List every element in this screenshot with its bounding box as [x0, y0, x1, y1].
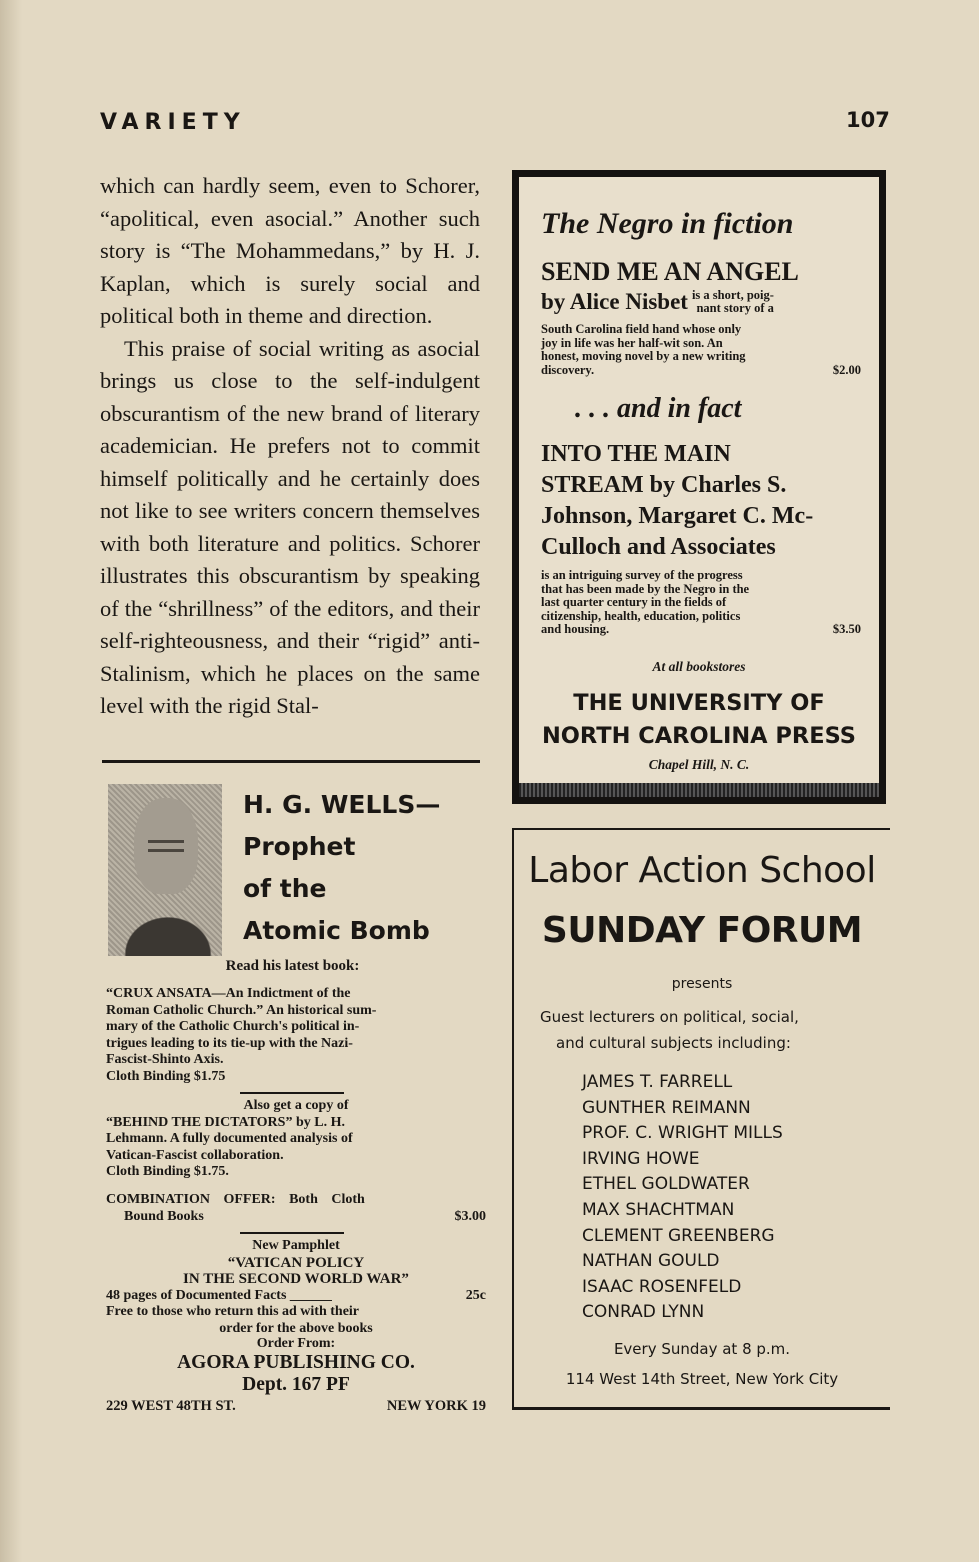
pamphlet-line: New Pamphlet — [252, 1238, 340, 1253]
book1-desc-line: joy in life was her half-wit son. An — [541, 335, 723, 350]
lecturer-list — [582, 1070, 783, 1326]
unc-press-name — [519, 687, 879, 753]
combination-offer — [106, 1192, 486, 1225]
blurb-line: Lehmann. A fully documented analysis of — [106, 1131, 353, 1146]
book1-tail-line: nant story of a — [696, 301, 774, 315]
book1-desc-last: discovery. — [541, 362, 595, 377]
at-all-bookstores: At all bookstores — [652, 659, 746, 674]
labor-action-school-title: Labor Action School — [528, 850, 876, 891]
lecturer-name: NATHAN GOULD — [582, 1251, 720, 1272]
book1-tail-line: is a short, poig- — [691, 288, 774, 302]
pamphlet-offer — [106, 1238, 486, 1337]
wells-title-line: Prophet — [243, 832, 356, 861]
wells-portrait-photo — [108, 784, 222, 956]
book1-byline-tail — [692, 289, 774, 315]
book2-desc-line: is an intriguing survey of the progress — [541, 568, 743, 582]
book2-price: $3.50 — [832, 622, 861, 636]
book2-desc-last: and housing. — [541, 622, 610, 636]
book2-description — [541, 569, 861, 637]
combo-line: Bound Books — [124, 1208, 204, 1224]
guest-line: and cultural subjects including: — [556, 1034, 791, 1052]
wells-ad-title — [243, 784, 483, 952]
book1-description — [541, 323, 861, 377]
lecturer-name: JAMES T. FARRELL — [582, 1072, 733, 1092]
blurb-line: Also get a copy of — [243, 1098, 349, 1113]
pamphlet-price: 25c — [465, 1287, 486, 1303]
combo-price: $3.00 — [454, 1208, 486, 1224]
blurb-line: Vatican-Fascist collaboration. — [106, 1147, 284, 1163]
lecturer-name: ISAAC ROSENFELD — [582, 1276, 742, 1297]
blurb-line: “BEHIND THE DICTATORS” by L. H. — [106, 1114, 345, 1130]
forum-schedule: Every Sunday at 8 p.m. — [613, 1340, 791, 1358]
lecturer-name: GUNTHER REIMANN — [582, 1097, 751, 1118]
lecturer-name: IRVING HOWE — [582, 1148, 700, 1169]
order-from-block — [106, 1336, 486, 1416]
book1-desc-line: South Carolina field hand whose only — [541, 322, 742, 336]
page-gutter-shadow — [0, 0, 22, 1562]
combo-line-row — [106, 1209, 486, 1226]
blurb-line: “CRUX ANSATA—An Indictment of the — [106, 986, 351, 1001]
article-body — [100, 170, 480, 723]
lecturer-name: CLEMENT GREENBERG — [582, 1225, 775, 1246]
publisher-street: 229 WEST 48TH ST. — [106, 1398, 236, 1414]
running-head: VARIETY — [100, 110, 246, 135]
blurb-line: Cloth Binding $1.75 — [106, 1068, 226, 1084]
press-name-line: THE UNIVERSITY OF — [573, 690, 825, 716]
wells-title-line: Atomic Bomb — [243, 916, 430, 945]
publisher-address-row — [106, 1396, 486, 1416]
book2-desc-line: citizenship, health, education, politics — [541, 608, 741, 623]
book1-price: $2.00 — [832, 362, 861, 377]
guest-lecturers-intro — [540, 1004, 870, 1056]
column-divider-rule — [102, 760, 480, 763]
ad-bottom-band — [519, 783, 879, 797]
wells-read-line: Read his latest book: — [225, 958, 360, 974]
crux-ansata-blurb — [106, 986, 486, 1085]
book2-title-line: STREAM by Charles S. — [541, 472, 787, 498]
labor-action-ad — [512, 828, 890, 1410]
body-paragraph: which can hardly seem, even to Schorer, “apolitical, even asocial.” Another such story is “The Mohammedans,” by H. J. Kaplan, which is surely social and political both in theme and direction. — [100, 173, 480, 328]
wells-title-line: of the — [243, 874, 327, 903]
book1-byline: by Alice Nisbet — [541, 289, 688, 314]
unc-press-ad — [512, 170, 886, 804]
wells-title-line: H. G. WELLS— — [243, 790, 441, 819]
short-divider — [240, 1092, 344, 1094]
pamphlet-facts: 48 pages of Documented Facts ______ — [106, 1287, 332, 1303]
combo-line: COMBINATION OFFER: Both Cloth — [106, 1192, 365, 1207]
blurb-line: Cloth Binding $1.75. — [106, 1164, 229, 1179]
book1-byline-row — [541, 289, 861, 315]
body-paragraph: This praise of social writing as asocial brings us close to the self-indulgent obscurantism of the new brand of literary academician. He prefers not to commit himself politically and he certainly does not like to see writers concern themselves with both literature and politics. Schorer illustrates this obscurantism by speaking of the “shrillness” of the editors, and their self-righteousness, and their “rigid” anti-Stalinism, which he places on the same level with the rigid Stal- — [100, 335, 480, 718]
blurb-line: Roman Catholic Church.” An historical sum- — [106, 1002, 377, 1018]
behind-dictators-blurb — [106, 1098, 486, 1181]
blurb-line: trigues leading to its tie-up with the Nazi- — [106, 1035, 353, 1051]
short-divider — [240, 1232, 344, 1234]
pamphlet-line: IN THE SECOND WORLD WAR” — [183, 1271, 409, 1287]
publisher-city: NEW YORK 19 — [386, 1398, 486, 1414]
guest-line: Guest lecturers on political, social, — [540, 1008, 799, 1026]
pamphlet-facts-row — [106, 1288, 486, 1305]
lecturer-name: ETHEL GOLDWATER — [582, 1174, 750, 1195]
order-from: Order From: — [256, 1336, 336, 1351]
book2-desc-line: that has been made by the Negro in the — [541, 581, 750, 596]
book2-title-line: Johnson, Margaret C. Mc- — [541, 503, 814, 529]
lecturer-name: PROF. C. WRIGHT MILLS — [582, 1123, 783, 1144]
press-location: Chapel Hill, N. C. — [648, 757, 750, 772]
lecturer-name: CONRAD LYNN — [582, 1302, 705, 1323]
send-me-an-angel-title: SEND ME AN ANGEL — [541, 257, 799, 286]
pamphlet-line: “VATICAN POLICY — [227, 1254, 365, 1271]
sunday-forum-title: SUNDAY FORUM — [541, 910, 863, 951]
book1-last-row — [541, 364, 861, 378]
page-number: 107 — [846, 108, 890, 132]
free-line: order for the above books — [219, 1320, 373, 1336]
book2-desc-line: last quarter century in the fields of — [541, 595, 727, 609]
portrait-eyes — [148, 840, 184, 852]
book1-desc-line: honest, moving novel by a new writing — [541, 349, 746, 363]
forum-address: 114 West 14th Street, New York City — [565, 1370, 839, 1388]
book2-last-row — [541, 623, 861, 637]
into-the-main-stream-title — [541, 439, 861, 563]
blurb-line: mary of the Catholic Church's political in- — [106, 1019, 360, 1034]
unc-heading-fiction: The Negro in fiction — [541, 207, 794, 240]
book2-title-line: Culloch and Associates — [541, 534, 776, 560]
publisher-dept: Dept. 167 PF — [242, 1374, 350, 1395]
unc-heading-fact: . . . and in fact — [575, 393, 742, 424]
press-name-line: NORTH CAROLINA PRESS — [541, 723, 857, 749]
free-line: Free to those who return this ad with their — [106, 1304, 360, 1319]
blurb-line: Fascist-Shinto Axis. — [106, 1052, 224, 1067]
presents-label: presents — [671, 976, 733, 992]
publisher-name: AGORA PUBLISHING CO. — [177, 1352, 415, 1373]
book2-title-line: INTO THE MAIN — [541, 441, 731, 467]
lecturer-name: MAX SHACHTMAN — [582, 1199, 735, 1220]
